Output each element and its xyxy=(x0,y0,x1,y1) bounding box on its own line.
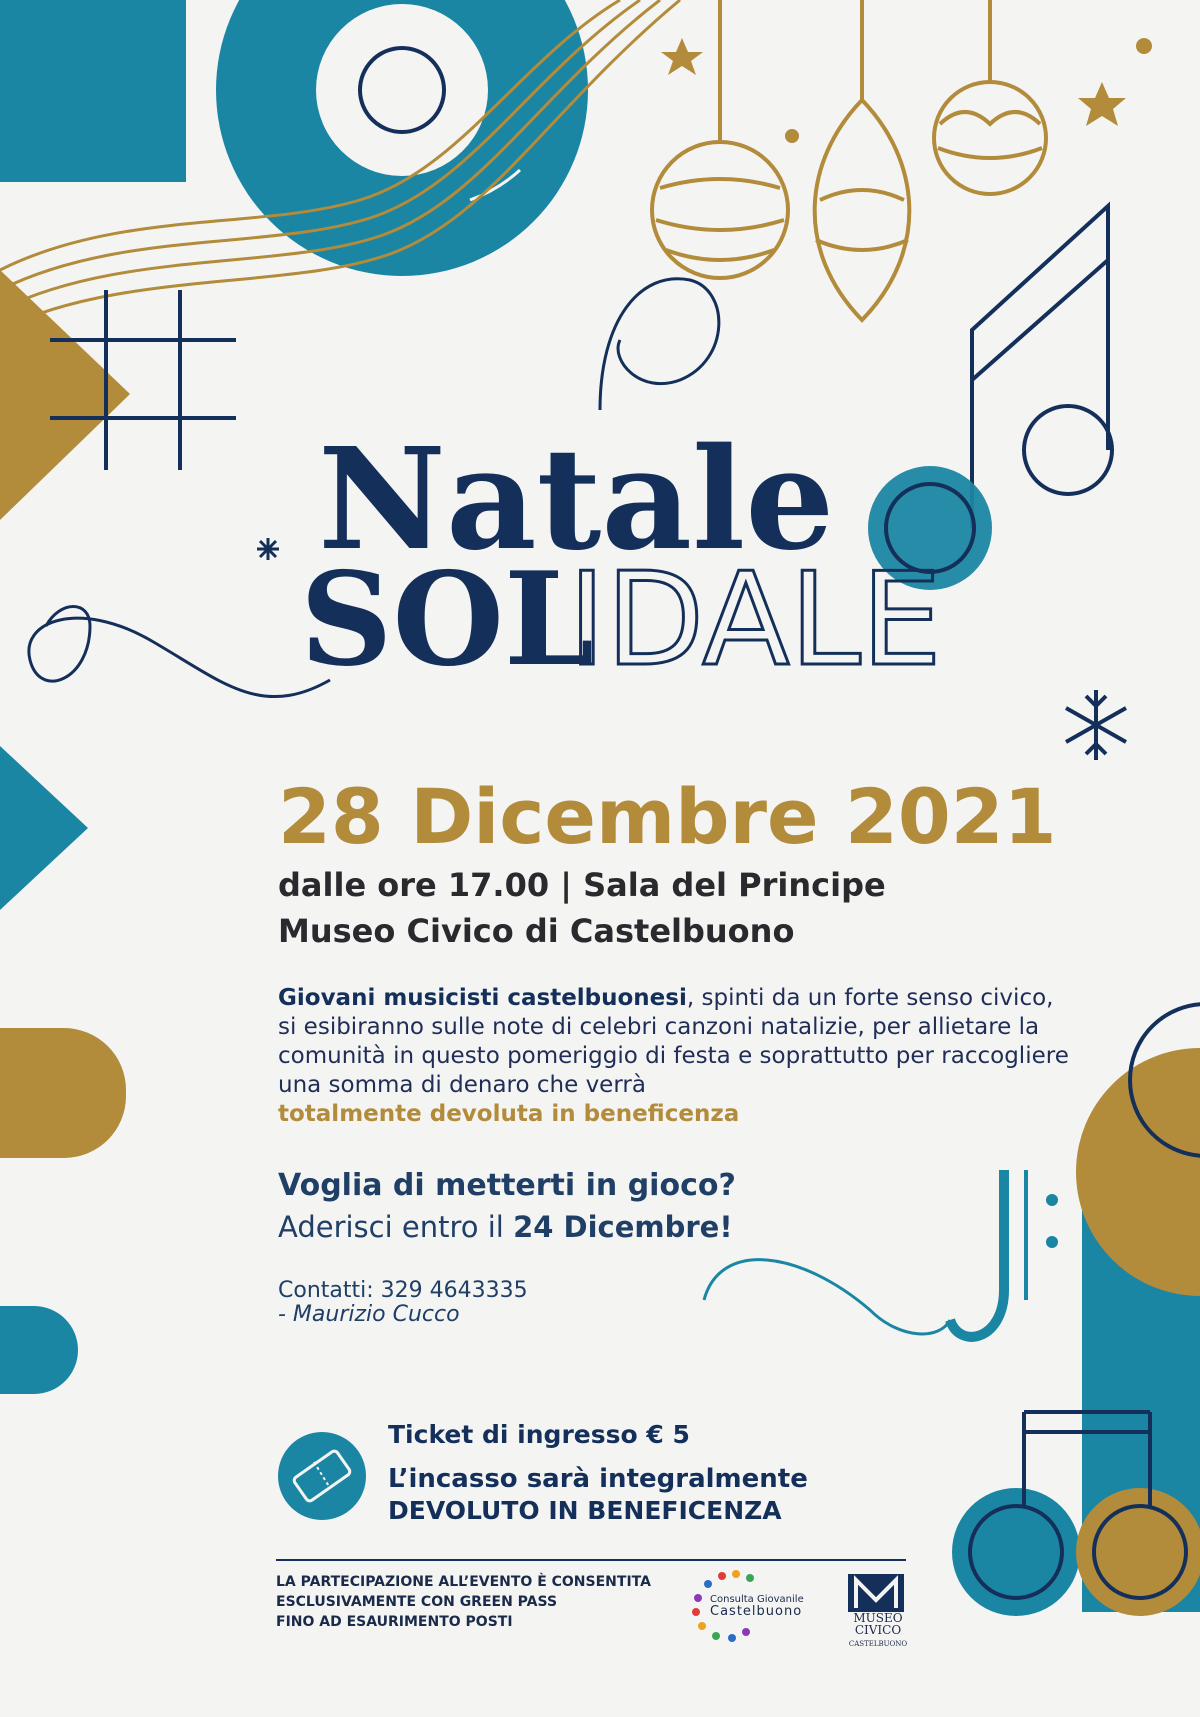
description-lead: Giovani musicisti castelbuonesi xyxy=(278,985,687,1011)
description-highlight: totalmente devoluta in beneficenza xyxy=(278,1101,740,1127)
event-time-place: dalle ore 17.00 | Sala del Principe xyxy=(278,866,886,904)
ticket-price: Ticket di ingresso € 5 xyxy=(388,1420,690,1449)
museo-logo-line2: CIVICO xyxy=(854,1623,902,1637)
cta-line xyxy=(278,1210,733,1244)
cta-deadline: 24 Dicembre! xyxy=(513,1210,733,1244)
title-word-natale: Natale xyxy=(318,418,835,582)
ticket-note-line1: L’incasso sarà integralmente xyxy=(388,1464,808,1494)
footer-notice xyxy=(276,1572,676,1632)
museo-logo-line1: MUSEO xyxy=(853,1611,903,1625)
event-venue: Museo Civico di Castelbuono xyxy=(278,912,795,950)
footer-line: FINO AD ESAURIMENTO POSTI xyxy=(276,1614,513,1630)
museo-logo-line3: CASTELBUONO xyxy=(848,1640,908,1648)
consulta-logo-line1: Consulta Giovanile xyxy=(710,1594,804,1605)
contact-phone: Contatti: 329 4643335 xyxy=(278,1278,528,1303)
event-date: 28 Dicembre 2021 xyxy=(278,772,1057,861)
cta-question: Voglia di metterti in gioco? xyxy=(278,1168,736,1203)
museo-logo-text xyxy=(838,1612,918,1650)
footer-line: ESCLUSIVAMENTE CON GREEN PASS xyxy=(276,1594,558,1610)
contact-name: - Maurizio Cucco xyxy=(278,1302,460,1327)
cta-text: Aderisci entro il xyxy=(278,1210,514,1244)
title-word-idale: IDALE xyxy=(568,546,942,695)
event-description xyxy=(278,984,1078,1129)
consulta-logo-line2: Castelbuono xyxy=(710,1604,803,1619)
ticket-note-line2: DEVOLUTO IN BENEFICENZA xyxy=(388,1496,782,1525)
footer-line: LA PARTECIPAZIONE ALL’EVENTO È CONSENTITA xyxy=(276,1574,651,1590)
title-word-sol: SOL xyxy=(300,545,594,695)
description-text: , spinti da un forte senso civico, si esibiranno sulle note di celebri canzoni natalizie, per allietare la comunità in questo pomeriggio di festa e soprattutto per raccogliere una somma di denaro che verrà xyxy=(278,985,1069,1098)
